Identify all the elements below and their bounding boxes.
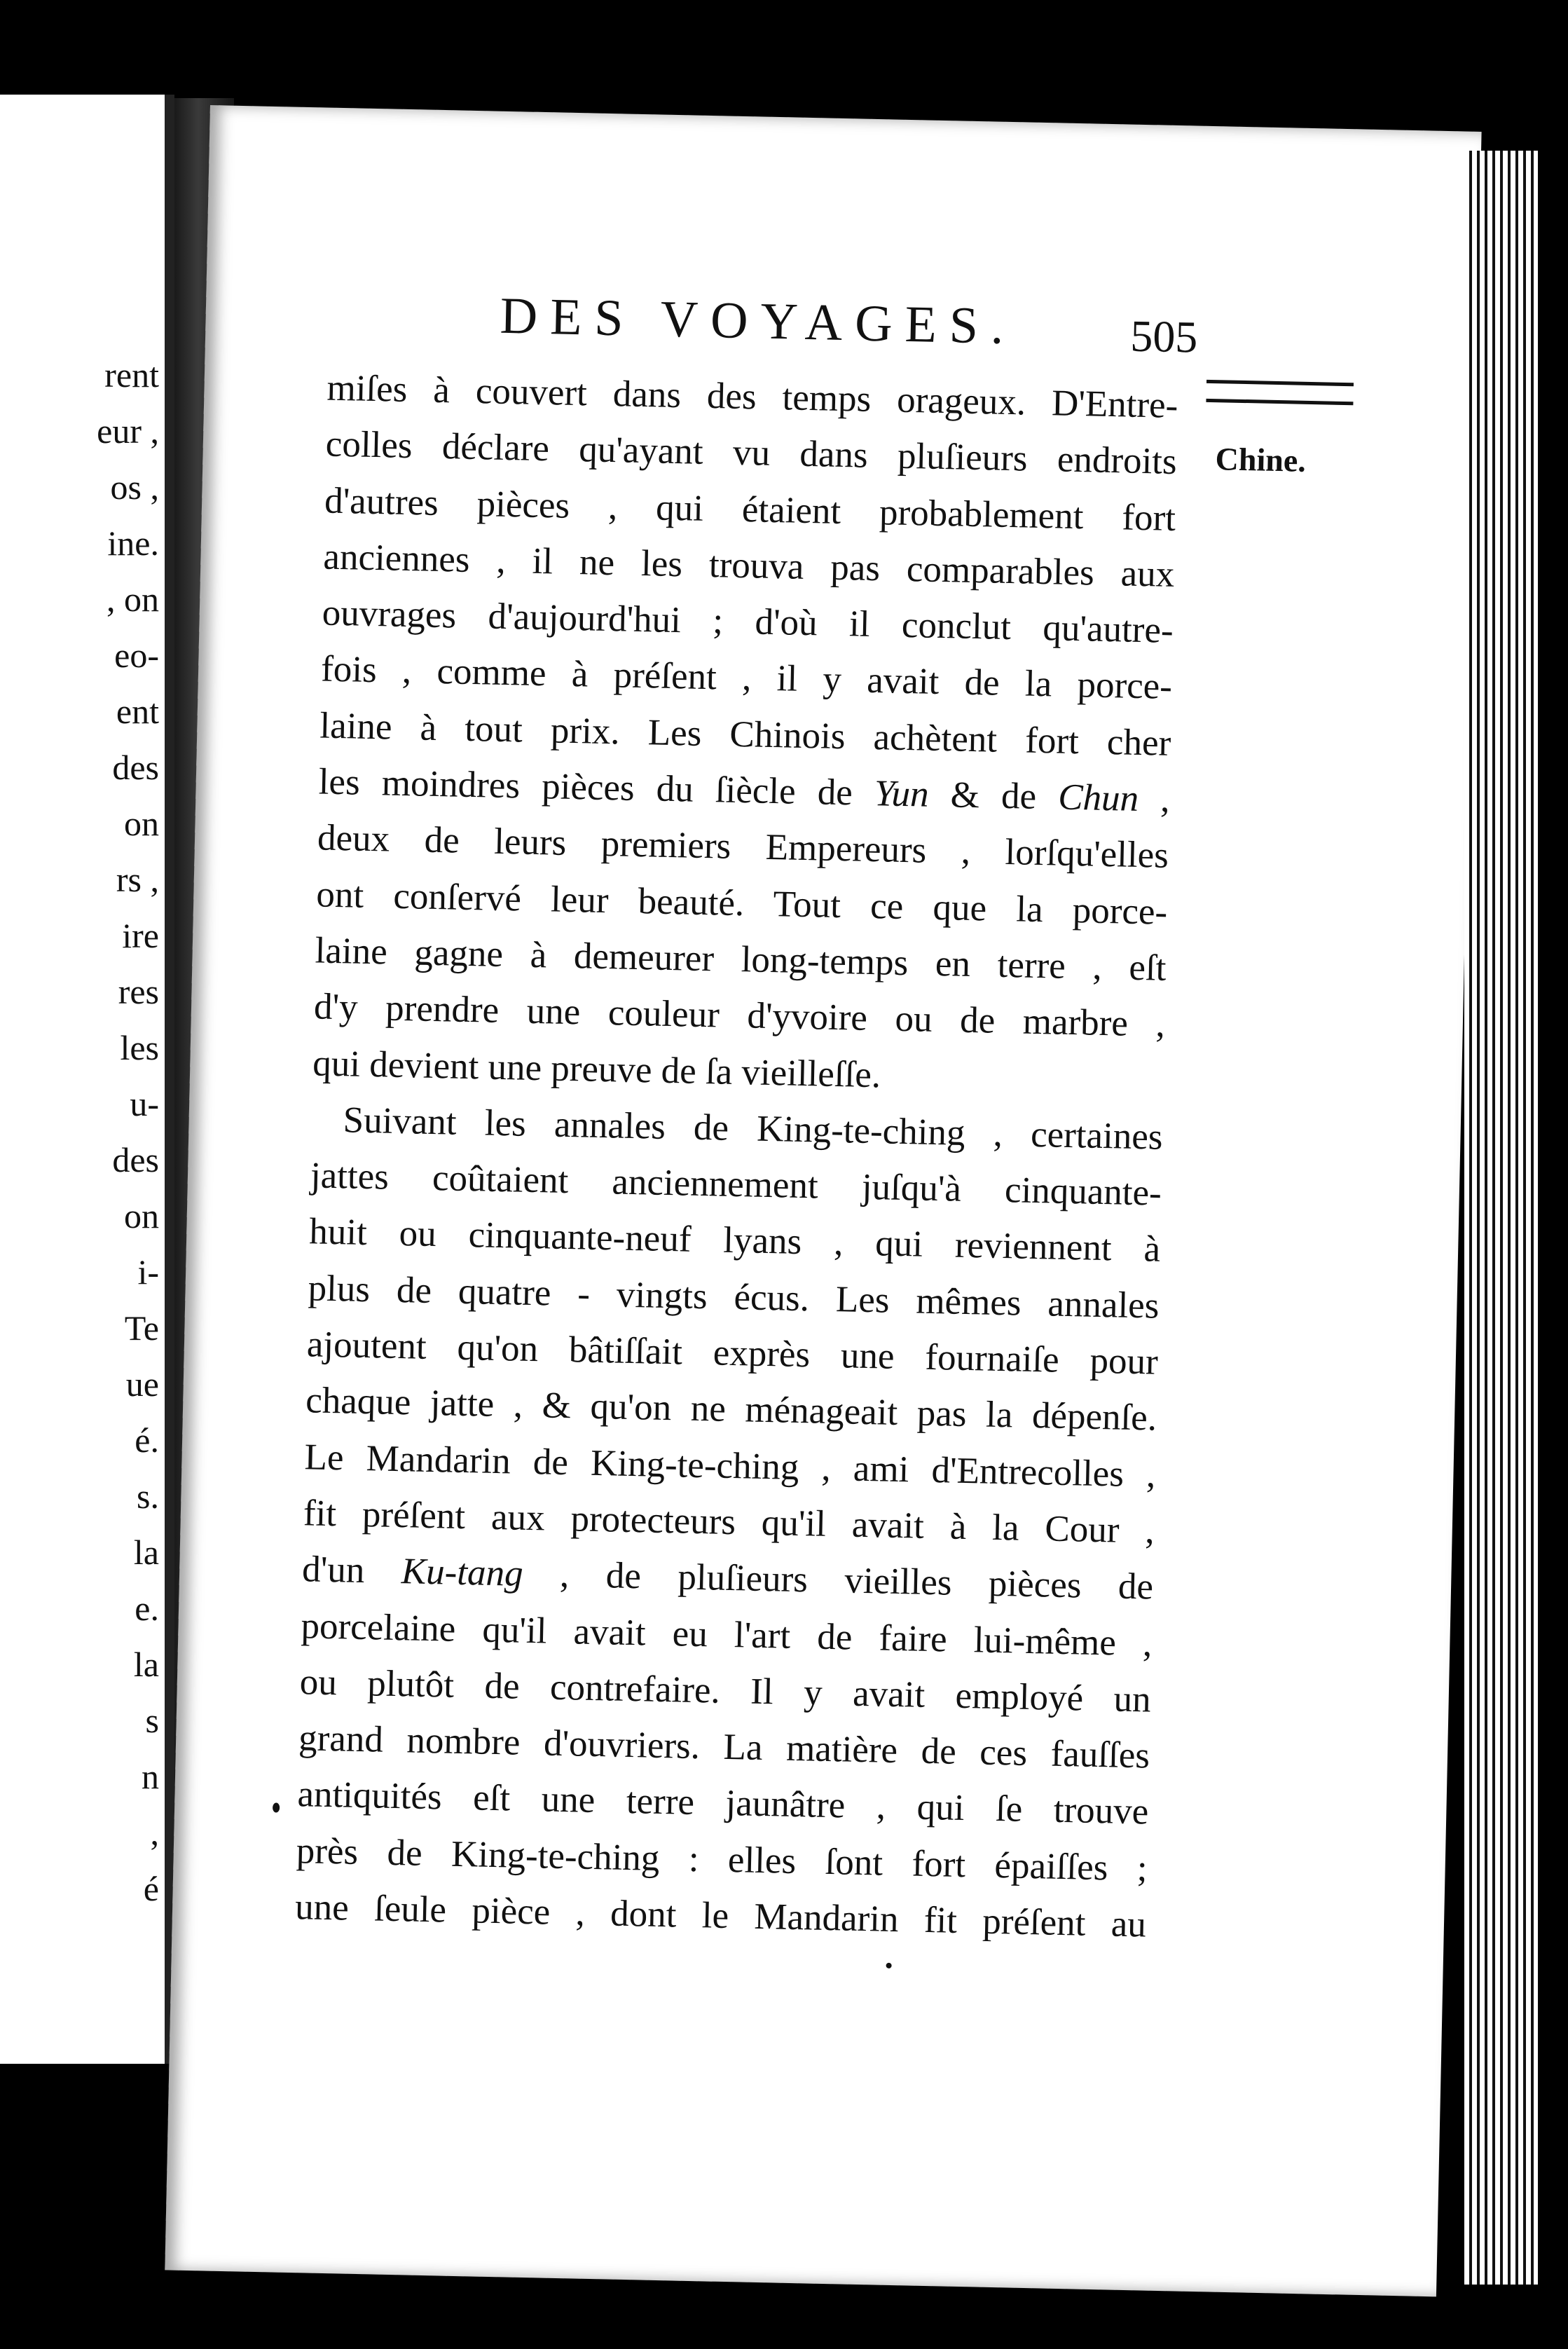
left-page-fragment: , on (106, 580, 159, 619)
text-line: huit ou cinquante-neuf lyans , qui reviennent à (308, 1211, 1161, 1271)
left-page-fragment: s (145, 1701, 159, 1740)
left-page-text-fragments (97, 347, 159, 1917)
margin-rule (1206, 380, 1354, 405)
emperor-name-chun: Chun (1057, 776, 1139, 820)
text-segment: les moindres pièces du ſiècle de (318, 761, 853, 814)
left-page-fragment: Te (124, 1308, 159, 1348)
left-page-fragment: on (124, 1196, 159, 1235)
text-line: colles déclare qu'ayant vu dans pluſieurs endroits (325, 423, 1178, 483)
margin-note: Chine. (1215, 441, 1307, 479)
left-page-fragment: les (120, 1028, 159, 1067)
left-page-fragment: ue (125, 1364, 159, 1404)
left-page-fragment: ine. (107, 523, 159, 563)
left-page-fragment: i- (137, 1252, 159, 1292)
left-page-fragment: é (143, 1869, 159, 1908)
text-line: antiquités eſt une terre jaunâtre , qui ſe trouve (296, 1774, 1149, 1833)
text-line: jattes coûtaient anciennement juſqu'à cinquante- (310, 1155, 1162, 1214)
body-text (294, 360, 1178, 1953)
text-line: Suivant les annales de King-te-ching , certaines (343, 1100, 1164, 1158)
left-page-fragment: eo- (114, 636, 159, 675)
text-line: laine à tout prix. Les Chinois achètent fort cher (319, 705, 1171, 764)
text-line: fit préſent aux protecteurs qu'il avait à la Cour , (303, 1493, 1155, 1552)
ku-tang-term: Ku-tang (401, 1551, 524, 1595)
text-line: d'y prendre une couleur d'yvoire ou de marbre , (313, 986, 1166, 1046)
text-line: près de King-te-ching : elles ſont fort épaiſſes ; (296, 1830, 1148, 1889)
left-page-fragment: la (133, 1645, 159, 1684)
left-page-fragment: rs , (116, 860, 159, 899)
text-line: Le Mandarin de King-te-ching , ami d'Entrecolles , (304, 1436, 1156, 1495)
text-line: miſes à couvert dans des temps orageux. D'Entre- (326, 367, 1178, 427)
left-page-fragment: des (112, 748, 159, 787)
text-line: plus de quatre - vingts écus. Les mêmes annales (308, 1268, 1160, 1327)
text-line: ouvrages d'aujourd'hui ; d'où il conclut qu'autre- (322, 592, 1174, 652)
text-line: deux de leurs premiers Empereurs , lorſqu'elles (317, 817, 1169, 877)
running-head: DES VOYAGES. (499, 287, 1017, 356)
text-line: ont conſervé leur beauté. Tout ce que la porce- (315, 874, 1168, 933)
right-page (165, 105, 1481, 2296)
text-line: fois , comme à préſent , il y avait de la porce- (320, 648, 1173, 708)
left-page-fragment: ire (122, 916, 159, 955)
page-edges (1464, 151, 1538, 2285)
text-segment: , (1138, 779, 1171, 820)
left-page-fragment: res (118, 972, 159, 1011)
left-page-fragment: des (112, 1140, 159, 1179)
text-line: porcelaine qu'il avait eu l'art de faire lui-même , (300, 1605, 1153, 1664)
left-page-fragment: ent (116, 692, 159, 731)
left-page-fragment: os , (110, 467, 159, 507)
text-segment: , de pluſieurs vieilles pièces de (522, 1554, 1154, 1608)
left-page-fragment: , (150, 1813, 159, 1852)
left-page-fragment: eur , (97, 411, 159, 451)
emperor-name-yun: Yun (874, 773, 930, 815)
text-line: ajoutent qu'on bâtiſſait exprès une fournaiſe pour (306, 1324, 1159, 1383)
left-page-fragment: n (142, 1757, 159, 1796)
text-line: d'autres pièces , qui étaient probablement fort (324, 480, 1176, 539)
left-page-fragment: e. (135, 1589, 159, 1628)
page-number: 505 (1129, 310, 1199, 362)
left-page (0, 95, 174, 2064)
left-page-fragment: la (133, 1533, 159, 1572)
left-page-fragment: s. (137, 1477, 159, 1516)
text-segment: & de (928, 774, 1059, 818)
text-line: laine gagne à demeurer long-temps en terre , eſt (315, 930, 1167, 989)
text-line: ou plutôt de contrefaire. Il y avait employé un (299, 1662, 1152, 1720)
text-line: qui devient une preuve de ſa vieilleſſe. (312, 1042, 881, 1095)
ink-speck (886, 1963, 892, 1968)
ink-speck (273, 1802, 280, 1812)
text-line: anciennes , il ne les trouva pas comparables aux (322, 536, 1175, 595)
text-segment: d'un (301, 1549, 365, 1591)
left-page-fragment: on (124, 804, 159, 843)
left-page-fragment: é. (135, 1420, 159, 1460)
left-page-fragment: rent (104, 355, 159, 395)
text-line: grand nombre d'ouvriers. La matière de ces fauſſes (298, 1718, 1150, 1776)
text-line: chaque jatte , & qu'on ne ménageait pas la dépenſe. (305, 1380, 1157, 1439)
left-page-fragment: u- (130, 1084, 159, 1123)
text-line: une ſeule pièce , dont le Mandarin fit préſent au (294, 1886, 1147, 1945)
